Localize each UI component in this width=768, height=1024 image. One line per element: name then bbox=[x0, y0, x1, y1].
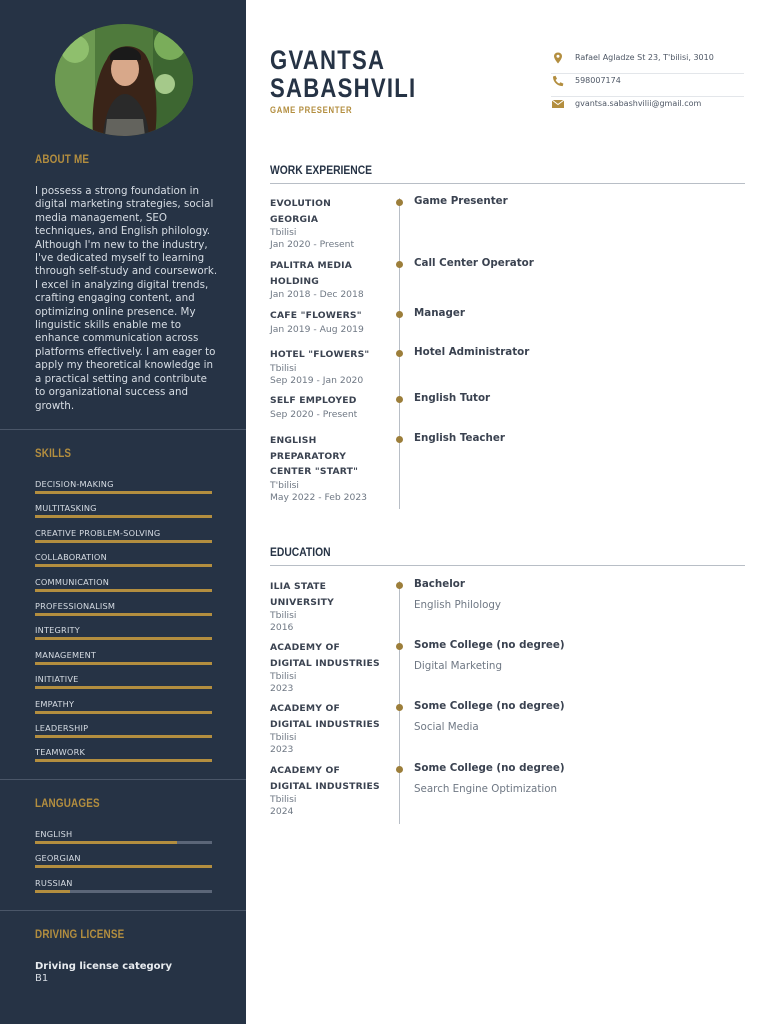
sidebar-divider bbox=[0, 429, 246, 430]
person-name bbox=[270, 46, 416, 102]
job-role: English Teacher bbox=[414, 432, 505, 444]
timeline-dot bbox=[396, 582, 403, 589]
school-name: DIGITAL INDUSTRIES bbox=[270, 657, 380, 669]
email-icon bbox=[551, 98, 565, 110]
work-heading: WORK EXPERIENCE bbox=[270, 163, 373, 177]
level-bar-fill bbox=[35, 841, 177, 844]
skill-item bbox=[35, 550, 212, 574]
timeline-dot bbox=[396, 436, 403, 443]
language-item bbox=[35, 827, 212, 851]
field-of-study: Social Media bbox=[414, 721, 479, 733]
level-bar-fill bbox=[35, 735, 212, 738]
education-meta: Tbilisi bbox=[270, 732, 297, 744]
level-bar bbox=[35, 711, 212, 714]
company-name: HOLDING bbox=[270, 275, 320, 287]
language-item bbox=[35, 876, 212, 900]
skills-list bbox=[35, 477, 212, 770]
work-rule bbox=[270, 183, 745, 184]
skill-label: CREATIVE PROBLEM-SOLVING bbox=[35, 527, 161, 538]
company-name: CENTER "START" bbox=[270, 466, 359, 478]
level-bar bbox=[35, 890, 212, 893]
degree: Some College (no degree) bbox=[414, 762, 565, 774]
timeline-dot bbox=[396, 199, 403, 206]
skill-label: COLLABORATION bbox=[35, 552, 107, 563]
level-bar-fill bbox=[35, 491, 212, 494]
school-name: ACADEMY OF bbox=[270, 703, 340, 714]
sidebar-divider bbox=[0, 910, 246, 911]
level-bar bbox=[35, 540, 212, 543]
contact-address bbox=[551, 51, 744, 74]
education-heading: EDUCATION bbox=[270, 545, 331, 559]
school-name: UNIVERSITY bbox=[270, 596, 334, 608]
degree: Bachelor bbox=[414, 578, 465, 590]
contact-email bbox=[551, 97, 744, 120]
job-role: Call Center Operator bbox=[414, 257, 534, 269]
license-heading: DRIVING LICENSE bbox=[35, 929, 125, 941]
work-entry bbox=[270, 196, 388, 251]
company-name: CAFE "FLOWERS" bbox=[270, 310, 362, 321]
education-meta: 2023 bbox=[270, 683, 294, 695]
sidebar bbox=[0, 0, 246, 1024]
skill-label: MANAGEMENT bbox=[35, 649, 97, 660]
education-meta: Tbilisi bbox=[270, 794, 297, 806]
education-timeline bbox=[399, 581, 400, 824]
timeline-dot bbox=[396, 766, 403, 773]
company-name: PALITRA MEDIA bbox=[270, 260, 353, 271]
level-bar-fill bbox=[35, 890, 70, 893]
job-role: English Tutor bbox=[414, 392, 491, 404]
languages-list bbox=[35, 827, 212, 900]
level-bar-fill bbox=[35, 686, 212, 689]
level-bar bbox=[35, 491, 212, 494]
education-entry bbox=[270, 579, 388, 634]
phone-text: 598007174 bbox=[575, 76, 621, 85]
company-name: PREPARATORY bbox=[270, 450, 347, 462]
skill-item bbox=[35, 672, 212, 696]
skill-label: EMPATHY bbox=[35, 698, 75, 709]
work-entry bbox=[270, 393, 388, 421]
skill-label: INITIATIVE bbox=[35, 674, 79, 685]
language-label: RUSSIAN bbox=[35, 877, 73, 888]
skill-item bbox=[35, 623, 212, 647]
degree: Some College (no degree) bbox=[414, 639, 565, 651]
skill-item bbox=[35, 526, 212, 550]
about-text: I possess a strong foundation in digital marketing strategies, social media management, SEO techniques, and English philology. Although I'm new to the industry, I've dedicated myself to learning through self-study and coursework. I excel in analyzing digital trends, crafting engaging content, and optimizing online presence. My linguistic skills enable me to enhance communication across platforms effectively. I am eager to apply my theoretical knowledge in a practical setting and contribute to organizational success and growth. bbox=[35, 185, 218, 412]
languages-heading: LANGUAGES bbox=[35, 798, 100, 810]
level-bar-fill bbox=[35, 662, 212, 665]
language-label: GEORGIAN bbox=[35, 853, 81, 864]
language-label: ENGLISH bbox=[35, 829, 73, 839]
education-meta: 2024 bbox=[270, 806, 294, 818]
email-text: gvantsa.sabashvilii@gmail.com bbox=[575, 99, 702, 108]
company-name: EVOLUTION bbox=[270, 198, 332, 209]
level-bar-fill bbox=[35, 613, 212, 616]
license-title: Driving license category bbox=[35, 961, 172, 972]
level-bar-fill bbox=[35, 515, 212, 518]
contact-phone bbox=[551, 74, 744, 97]
education-meta: Tbilisi bbox=[270, 671, 297, 683]
work-entry bbox=[270, 433, 388, 504]
level-bar bbox=[35, 613, 212, 616]
timeline-dot bbox=[396, 311, 403, 318]
work-entry bbox=[270, 258, 388, 301]
level-bar-fill bbox=[35, 759, 212, 762]
timeline-dot bbox=[396, 261, 403, 268]
about-heading: ABOUT ME bbox=[35, 154, 90, 166]
education-meta: Tbilisi bbox=[270, 610, 297, 622]
education-meta: 2023 bbox=[270, 744, 294, 756]
company-name: GEORGIA bbox=[270, 213, 319, 225]
education-entry bbox=[270, 701, 388, 756]
level-bar bbox=[35, 841, 212, 844]
timeline-dot bbox=[396, 350, 403, 357]
timeline-dot bbox=[396, 704, 403, 711]
level-bar-fill bbox=[35, 637, 212, 640]
skill-item bbox=[35, 745, 212, 769]
education-rule bbox=[270, 565, 745, 566]
skill-label: INTEGRITY bbox=[35, 625, 80, 636]
skill-label: TEAMWORK bbox=[35, 747, 86, 758]
work-meta: T'bilisi bbox=[270, 479, 299, 491]
language-item bbox=[35, 851, 212, 875]
first-name: GVANTSA bbox=[270, 45, 386, 75]
school-name: ACADEMY OF bbox=[270, 642, 340, 653]
education-entry bbox=[270, 640, 388, 695]
skill-item bbox=[35, 477, 212, 501]
level-bar bbox=[35, 735, 212, 738]
field-of-study: English Philology bbox=[414, 599, 502, 611]
skill-item bbox=[35, 501, 212, 525]
work-meta: Tbilisi bbox=[270, 362, 297, 374]
level-bar bbox=[35, 662, 212, 665]
license-value: B1 bbox=[35, 973, 49, 984]
last-name: SABASHVILI bbox=[270, 73, 417, 103]
degree: Some College (no degree) bbox=[414, 700, 565, 712]
skill-label: LEADERSHIP bbox=[35, 722, 89, 733]
skill-label: MULTITASKING bbox=[35, 503, 97, 514]
education-meta: 2016 bbox=[270, 622, 294, 634]
level-bar bbox=[35, 637, 212, 640]
level-bar bbox=[35, 759, 212, 762]
job-role: Manager bbox=[414, 307, 465, 319]
work-entry bbox=[270, 308, 388, 336]
work-meta: Sep 2019 - Jan 2020 bbox=[270, 374, 364, 386]
job-title: GAME PRESENTER bbox=[270, 105, 353, 115]
skill-item bbox=[35, 697, 212, 721]
work-meta: Jan 2019 - Aug 2019 bbox=[270, 323, 364, 335]
phone-icon bbox=[551, 75, 565, 87]
level-bar-fill bbox=[35, 540, 212, 543]
skill-item bbox=[35, 575, 212, 599]
field-of-study: Digital Marketing bbox=[414, 660, 502, 672]
work-meta: Sep 2020 - Present bbox=[270, 408, 358, 420]
skill-label: DECISION-MAKING bbox=[35, 479, 114, 489]
company-name: SELF EMPLOYED bbox=[270, 395, 357, 406]
sidebar-divider bbox=[0, 779, 246, 780]
level-bar bbox=[35, 589, 212, 592]
timeline-dot bbox=[396, 396, 403, 403]
work-meta: Tbilisi bbox=[270, 227, 297, 239]
education-entry bbox=[270, 763, 388, 818]
skill-label: PROFESSIONALISM bbox=[35, 600, 116, 611]
school-name: ACADEMY OF bbox=[270, 765, 340, 776]
work-meta: Jan 2020 - Present bbox=[270, 239, 355, 251]
profile-photo bbox=[55, 24, 193, 136]
skill-item bbox=[35, 599, 212, 623]
work-entry bbox=[270, 347, 388, 387]
level-bar bbox=[35, 515, 212, 518]
work-meta: May 2022 - Feb 2023 bbox=[270, 491, 368, 503]
level-bar bbox=[35, 865, 212, 868]
level-bar bbox=[35, 686, 212, 689]
level-bar-fill bbox=[35, 589, 212, 592]
level-bar-fill bbox=[35, 564, 212, 567]
skill-item bbox=[35, 721, 212, 745]
school-name: ILIA STATE bbox=[270, 581, 327, 592]
school-name: DIGITAL INDUSTRIES bbox=[270, 780, 380, 792]
skill-label: COMMUNICATION bbox=[35, 576, 110, 587]
job-role: Hotel Administrator bbox=[414, 346, 530, 358]
level-bar bbox=[35, 564, 212, 567]
work-meta: Jan 2018 - Dec 2018 bbox=[270, 289, 364, 301]
skill-item bbox=[35, 648, 212, 672]
level-bar-fill bbox=[35, 711, 212, 714]
job-role: Game Presenter bbox=[414, 195, 508, 207]
field-of-study: Search Engine Optimization bbox=[414, 783, 558, 795]
address-text: Rafael Agladze St 23, T'bilisi, 3010 bbox=[575, 53, 714, 62]
skills-heading: SKILLS bbox=[35, 448, 72, 460]
company-name: HOTEL "FLOWERS" bbox=[270, 349, 370, 360]
location-icon bbox=[551, 52, 565, 64]
timeline-dot bbox=[396, 643, 403, 650]
level-bar-fill bbox=[35, 865, 212, 868]
company-name: ENGLISH bbox=[270, 435, 317, 446]
school-name: DIGITAL INDUSTRIES bbox=[270, 718, 380, 730]
